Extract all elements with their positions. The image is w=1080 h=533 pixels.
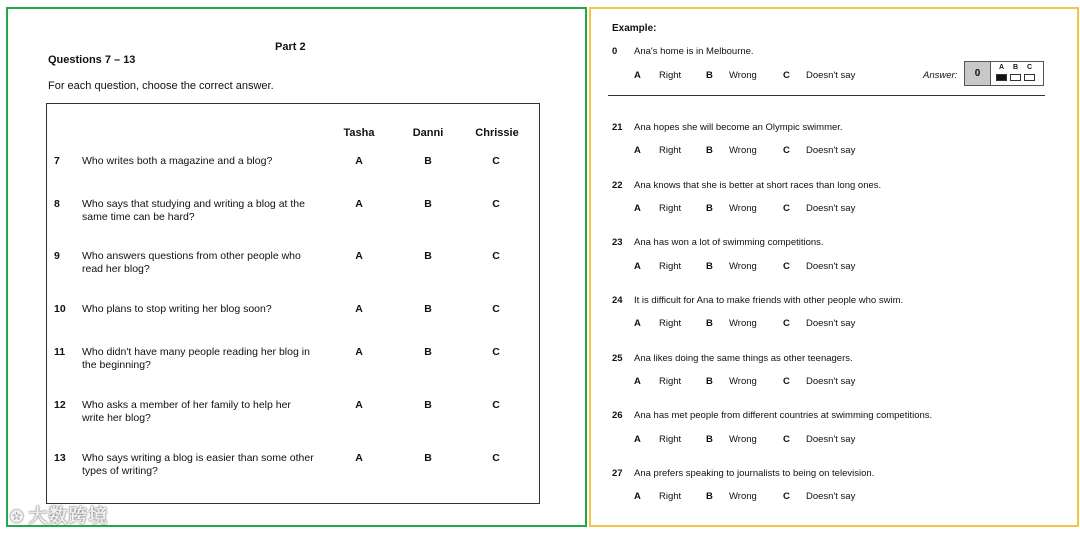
answer-cell-a-filled	[996, 74, 1007, 81]
option-a[interactable]: A	[355, 198, 363, 210]
option-c[interactable]: C	[783, 318, 790, 329]
question-number: 12	[54, 399, 66, 411]
option-a[interactable]: A	[355, 399, 363, 411]
column-header-chrissie: Chrissie	[475, 127, 519, 139]
option-a[interactable]: A	[355, 346, 363, 358]
option-c[interactable]: C	[783, 376, 790, 387]
answer-letter-a: A	[999, 64, 1005, 71]
question-number: 8	[54, 198, 60, 210]
question-text: Who says that studying and writing a blog at the same time can be hard?	[82, 198, 305, 223]
answer-wrong: Wrong	[729, 70, 757, 81]
option-b[interactable]: B	[706, 376, 713, 387]
answer-right[interactable]: Right	[659, 261, 682, 272]
watermark-logo-icon: ✪	[10, 509, 25, 526]
option-c[interactable]: C	[492, 346, 500, 358]
answer-wrong[interactable]: Wrong	[729, 318, 757, 329]
question-number: 27	[612, 468, 623, 479]
option-c[interactable]: C	[783, 261, 790, 272]
right-panel	[589, 7, 1079, 527]
answer-doesnt-say[interactable]: Doesn't say	[806, 491, 856, 502]
answer-wrong[interactable]: Wrong	[729, 261, 757, 272]
example-label: Example:	[612, 23, 657, 34]
option-b[interactable]: B	[706, 203, 713, 214]
answer-doesnt-say: Doesn't say	[806, 70, 856, 81]
option-a[interactable]: A	[355, 303, 363, 315]
question-number: 23	[612, 237, 623, 248]
letter-b: B	[706, 70, 713, 81]
option-b[interactable]: B	[706, 145, 713, 156]
question-number: 24	[612, 295, 623, 306]
answer-number: 0	[965, 62, 991, 85]
option-a[interactable]: A	[634, 376, 641, 387]
option-c[interactable]: C	[492, 155, 500, 167]
answer-doesnt-say[interactable]: Doesn't say	[806, 434, 856, 445]
option-a[interactable]: A	[634, 491, 641, 502]
question-text: Ana knows that she is better at short races than long ones.	[634, 180, 882, 191]
answer-letter-c: C	[1027, 64, 1033, 71]
answer-right[interactable]: Right	[659, 203, 682, 214]
answer-doesnt-say[interactable]: Doesn't say	[806, 318, 856, 329]
question-number: 26	[612, 410, 623, 421]
answer-right: Right	[659, 70, 682, 81]
question-text: It is difficult for Ana to make friends with other people who swim.	[634, 295, 904, 306]
answer-letter-b: B	[1013, 64, 1019, 71]
column-header-danni: Danni	[412, 127, 444, 139]
option-a[interactable]: A	[634, 203, 641, 214]
option-b[interactable]: B	[424, 452, 432, 464]
question-number: 21	[612, 122, 623, 133]
option-b[interactable]: B	[706, 491, 713, 502]
letter-a: A	[634, 70, 641, 81]
part-title: Part 2	[275, 41, 306, 53]
column-header-tasha: Tasha	[343, 127, 375, 139]
option-a[interactable]: A	[634, 261, 641, 272]
question-text: Ana hopes she will become an Olympic swimmer.	[634, 122, 843, 133]
question-text: Ana has won a lot of swimming competitions.	[634, 237, 824, 248]
question-number: 9	[54, 250, 60, 262]
option-a[interactable]: A	[634, 318, 641, 329]
answer-wrong[interactable]: Wrong	[729, 376, 757, 387]
answer-right[interactable]: Right	[659, 145, 682, 156]
question-table	[46, 103, 540, 504]
question-text: Who says writing a blog is easier than some other types of writing?	[82, 452, 314, 477]
question-range: Questions 7 – 13	[48, 54, 136, 66]
question-number: 7	[54, 155, 60, 167]
question-text: Who writes both a magazine and a blog?	[82, 155, 273, 167]
option-a[interactable]: A	[634, 145, 641, 156]
option-a[interactable]: A	[634, 434, 641, 445]
question-number: 13	[54, 452, 66, 464]
watermark-text: 大数跨境	[28, 506, 109, 527]
option-c[interactable]: C	[783, 203, 790, 214]
option-b[interactable]: B	[424, 250, 432, 262]
instruction: For each question, choose the correct answer.	[48, 80, 274, 92]
answer-cell-b	[1010, 74, 1021, 81]
question-number: 11	[54, 346, 66, 358]
left-panel	[6, 7, 587, 527]
question-number: 10	[54, 303, 66, 315]
question-text: Who answers questions from other people who read her blog?	[82, 250, 301, 275]
option-b[interactable]: B	[706, 318, 713, 329]
option-c[interactable]: C	[492, 399, 500, 411]
answer-wrong[interactable]: Wrong	[729, 203, 757, 214]
example-text: Ana's home is in Melbourne.	[634, 46, 754, 57]
option-c[interactable]: C	[783, 491, 790, 502]
answer-right[interactable]: Right	[659, 376, 682, 387]
answer-right[interactable]: Right	[659, 491, 682, 502]
answer-doesnt-say[interactable]: Doesn't say	[806, 203, 856, 214]
question-text: Who asks a member of her family to help her write her blog?	[82, 399, 291, 424]
example-number: 0	[612, 46, 618, 57]
option-b[interactable]: B	[424, 198, 432, 210]
question-text: Ana has met people from different countries at swimming competitions.	[634, 410, 933, 421]
answer-grid-icon	[964, 61, 1044, 86]
question-number: 22	[612, 180, 623, 191]
option-b[interactable]: B	[424, 155, 432, 167]
option-b[interactable]: B	[706, 261, 713, 272]
question-text: Who plans to stop writing her blog soon?	[82, 303, 272, 315]
answer-doesnt-say[interactable]: Doesn't say	[806, 145, 856, 156]
option-a[interactable]: A	[355, 155, 363, 167]
answer-right[interactable]: Right	[659, 318, 682, 329]
option-c[interactable]: C	[492, 198, 500, 210]
question-text: Ana prefers speaking to journalists to being on television.	[634, 468, 875, 479]
option-c[interactable]: C	[492, 303, 500, 315]
option-c[interactable]: C	[783, 434, 790, 445]
option-b[interactable]: B	[424, 303, 432, 315]
letter-c: C	[783, 70, 790, 81]
answer-doesnt-say[interactable]: Doesn't say	[806, 261, 856, 272]
option-c[interactable]: C	[492, 250, 500, 262]
answer-right[interactable]: Right	[659, 434, 682, 445]
question-text: Who didn't have many people reading her blog in the beginning?	[82, 346, 310, 371]
answer-wrong[interactable]: Wrong	[729, 145, 757, 156]
option-a[interactable]: A	[355, 452, 363, 464]
answer-wrong[interactable]: Wrong	[729, 491, 757, 502]
divider	[608, 95, 1045, 96]
answer-wrong[interactable]: Wrong	[729, 434, 757, 445]
option-a[interactable]: A	[355, 250, 363, 262]
watermark	[10, 501, 108, 528]
option-b[interactable]: B	[424, 399, 432, 411]
answer-label: Answer:	[923, 70, 958, 81]
answer-doesnt-say[interactable]: Doesn't say	[806, 376, 856, 387]
option-c[interactable]: C	[783, 145, 790, 156]
option-b[interactable]: B	[706, 434, 713, 445]
question-text: Ana likes doing the same things as other teenagers.	[634, 353, 853, 364]
answer-cell-c	[1024, 74, 1035, 81]
question-number: 25	[612, 353, 623, 364]
option-b[interactable]: B	[424, 346, 432, 358]
option-c[interactable]: C	[492, 452, 500, 464]
